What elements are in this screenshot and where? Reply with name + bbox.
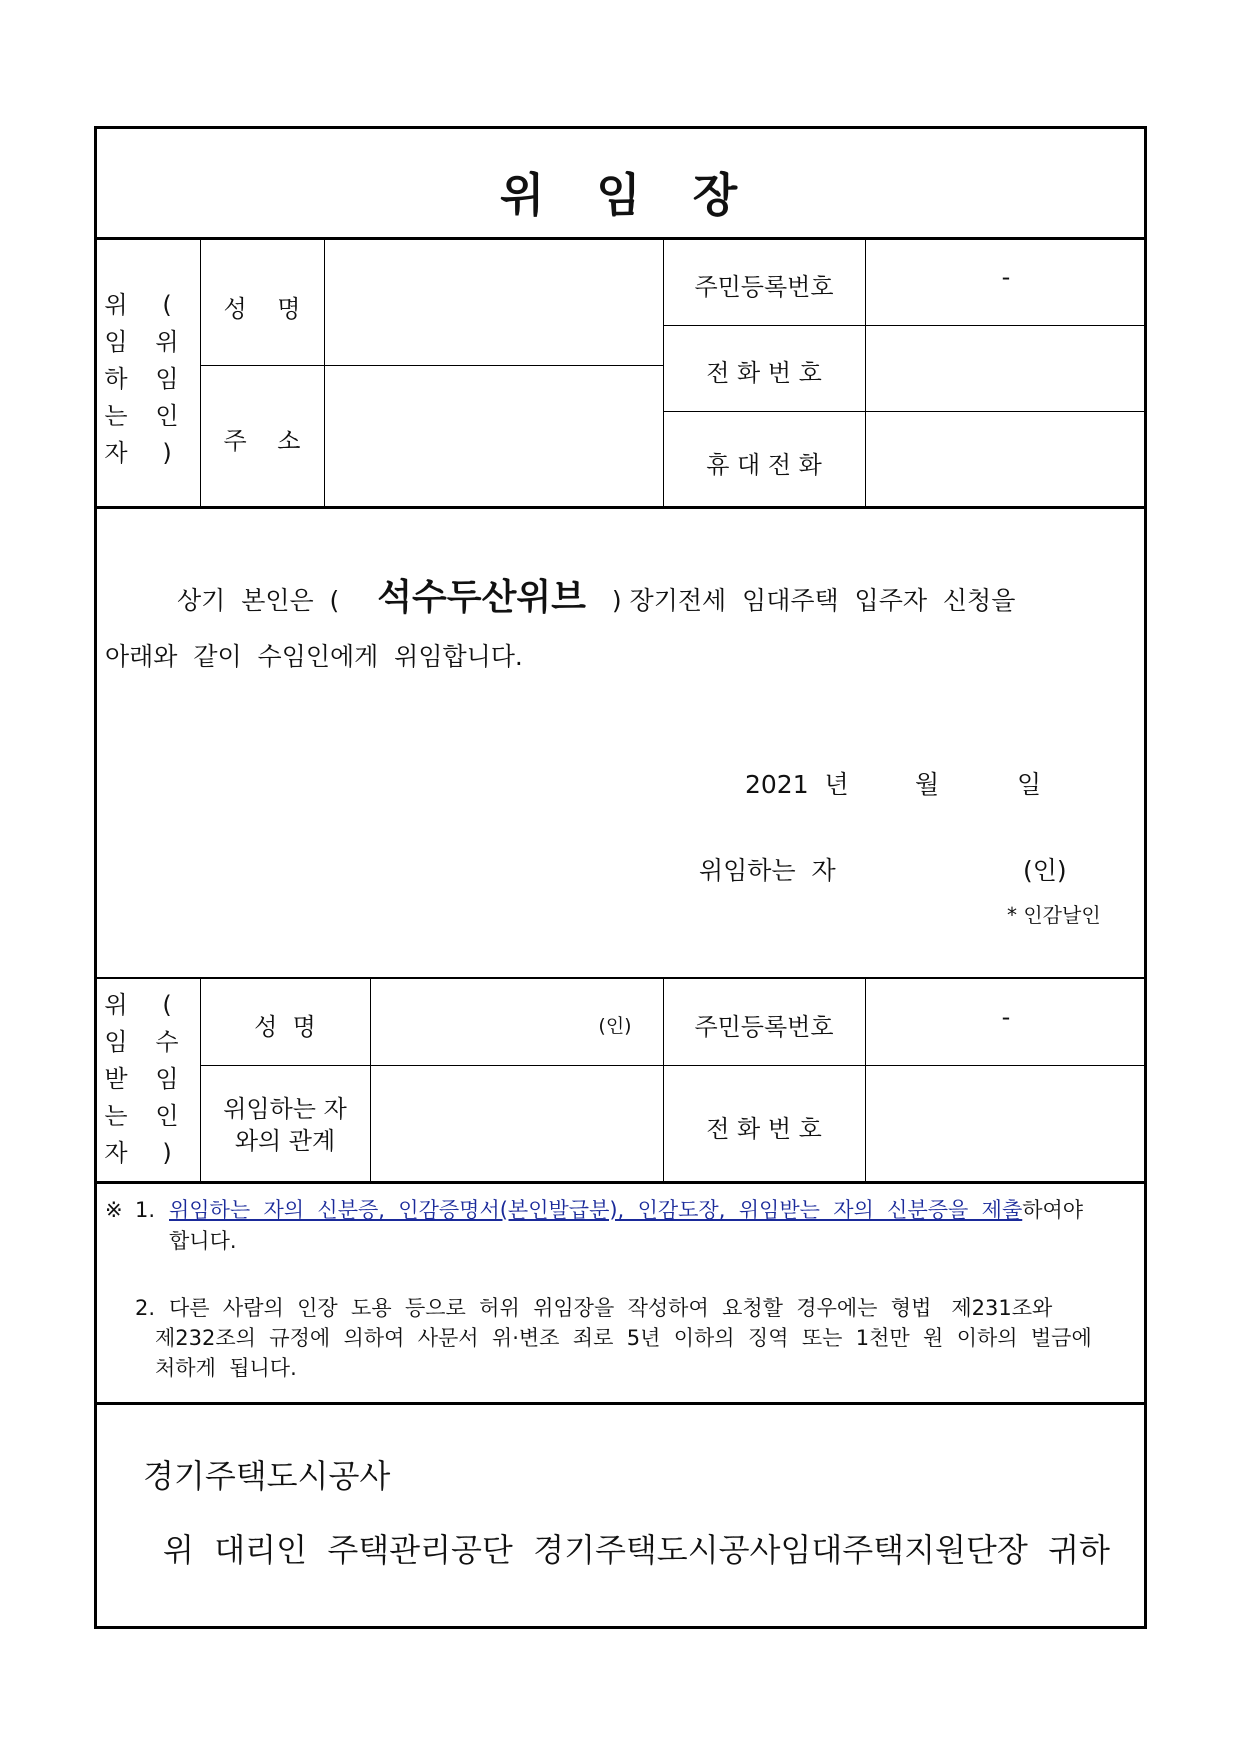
recipient-line: 위 대리인 주택관리공단 경기주택도시공사임대주택지원단장 귀하	[163, 1531, 1110, 1569]
delegate-name-label: 성 명	[254, 1013, 316, 1041]
delegator-name-label: 성 명	[223, 295, 301, 323]
delegator-rrn-value[interactable]: -	[1001, 263, 1011, 291]
delegator-side-label: 위 임 하 는 자	[104, 291, 128, 467]
divider	[200, 1065, 1147, 1066]
statement-line-2: 아래와 같이 수임인에게 위임합니다.	[105, 642, 523, 671]
statement-line-1: 상기 본인은 ( 석수두산위브 ) 장기전세 임대주택 입주자 신청을	[177, 577, 1016, 618]
delegator-address-label: 주 소	[223, 427, 301, 455]
delegate-side-label: 위 임 받 는 자	[104, 991, 128, 1167]
date-year[interactable]: 2021 년	[745, 770, 849, 799]
date-day[interactable]: 일	[1017, 770, 1042, 799]
divider	[97, 506, 1144, 509]
divider	[200, 239, 201, 507]
recipient-organization: 경기주택도시공사	[143, 1457, 391, 1495]
delegator-side-label-paren: ( 위 임 인 )	[155, 291, 179, 467]
note-2-line-2: 제232조의 규정에 의하여 사문서 위·변조 죄로 5년 이하의 징역 또는 1천만 원 이하의 벌금에	[155, 1326, 1092, 1350]
seal-mark[interactable]: (인)	[1023, 856, 1067, 885]
delegate-rrn-label: 주민등록번호	[694, 1013, 834, 1041]
delegate-seal-mark[interactable]: (인)	[598, 1015, 632, 1037]
delegator-rrn-label: 주민등록번호	[694, 273, 834, 301]
date-month[interactable]: 월	[915, 770, 940, 799]
signer-label: 위임하는 자	[699, 856, 836, 885]
divider	[200, 365, 663, 366]
note-mark: ※	[105, 1198, 123, 1222]
note-2-line-1: 다른 사람의 인장 도용 등으로 허위 위임장을 작성하여 요청할 경우에는 형법 제231조와	[169, 1296, 1053, 1320]
divider	[663, 325, 1147, 326]
divider	[97, 1181, 1144, 1184]
note-2-number: 2.	[135, 1296, 156, 1320]
delegate-rrn-value[interactable]: -	[1001, 1003, 1011, 1031]
delegator-phone-label: 전 화 번 호	[706, 359, 822, 387]
relation-label: 위임하는 자 와의 관계	[223, 1095, 347, 1155]
delegate-phone-label: 전 화 번 호	[706, 1115, 822, 1143]
housing-complex-name: 석수두산위브	[377, 577, 586, 618]
divider	[97, 1402, 1144, 1405]
divider	[97, 237, 1144, 240]
delegate-side-label-paren: ( 수 임 인 )	[155, 991, 179, 1167]
divider	[663, 411, 1147, 412]
divider	[324, 239, 325, 507]
divider	[97, 977, 1144, 979]
note-2-line-3: 처하게 됩니다.	[155, 1356, 297, 1380]
note-1: 위임하는 자의 신분증, 인감증명서(본인발급분), 인감도장, 위임받는 자의 신분증을 제출하여야	[169, 1198, 1084, 1222]
note-1-number: 1.	[135, 1198, 156, 1222]
delegator-mobile-label: 휴 대 전 화	[706, 451, 822, 479]
note-1-line-2: 합니다.	[169, 1229, 237, 1253]
note-1-highlight: 위임하는 자의 신분증, 인감증명서(본인발급분), 인감도장, 위임받는 자의 신분증을 제출	[169, 1198, 1023, 1222]
seal-note: * 인감날인	[1007, 903, 1101, 927]
divider	[370, 979, 371, 1182]
form-title: 위 임 장	[499, 168, 742, 222]
delegation-form	[94, 126, 1147, 1629]
